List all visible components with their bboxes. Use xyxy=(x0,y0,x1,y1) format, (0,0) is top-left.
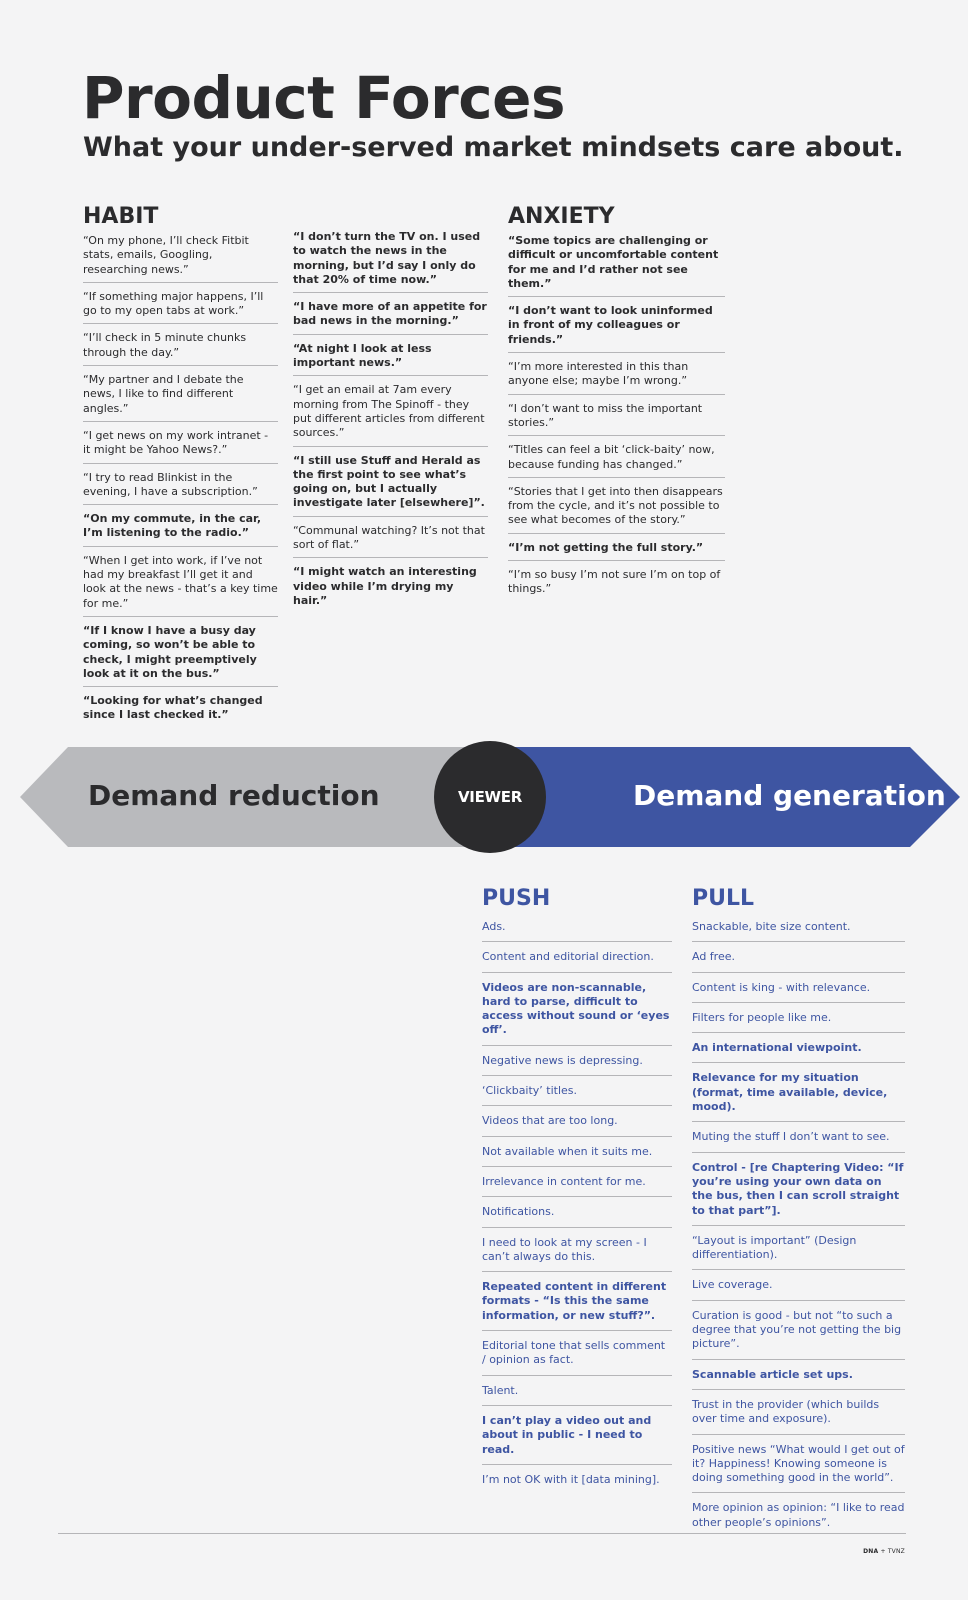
quote-item: “I might watch an interesting video while I’m drying my hair.” xyxy=(293,565,477,607)
quote-item: “I get news on my work intranet - it might be Yahoo News?.” xyxy=(83,429,278,464)
push-column xyxy=(482,886,672,1502)
quote-item: Snackable, bite size content. xyxy=(692,920,905,942)
quote-item: Curation is good - but not “to such a degree that you’re not getting the big picture”. xyxy=(692,1309,905,1360)
habit-heading: HABIT xyxy=(83,204,159,229)
quote-item: “I’ll check in 5 minute chunks through the day.” xyxy=(83,331,278,366)
quote-item: “Some topics are challenging or difficult or uncomfortable content for me and I’d rather not see them.” xyxy=(508,234,725,297)
quote-item: “I don’t want to look uninformed in front of my colleagues or friends.” xyxy=(508,304,725,353)
quote-item: “Stories that I get into then disappears from the cycle, and it’s not possible to see what becomes of the story.” xyxy=(508,485,725,534)
footer-divider xyxy=(58,1533,906,1534)
quote-item: Negative news is depressing. xyxy=(482,1054,672,1076)
quote-item: Scannable article set ups. xyxy=(692,1368,905,1390)
quote-item: “On my commute, in the car, I’m listening to the radio.” xyxy=(83,512,278,547)
quote-item: Videos are non-scannable, hard to parse, difficult to access without sound or ‘eyes off’. xyxy=(482,981,672,1046)
quote-item: I’m not OK with it [data mining]. xyxy=(482,1472,660,1486)
pull-column xyxy=(692,886,905,1545)
demand-reduction-label: Demand reduction xyxy=(88,779,380,812)
quote-item: Ad free. xyxy=(692,950,905,972)
quote-item: Content is king - with relevance. xyxy=(692,981,905,1003)
quote-item: “If I know I have a busy day coming, so won’t be able to check, I might preemptively look at it on the bus.” xyxy=(83,624,278,687)
pull-heading: PULL xyxy=(692,886,755,911)
credit-bold: DNA xyxy=(863,1548,879,1555)
quote-item: “I still use Stuff and Herald as the first point to see what’s going on, but I actually investigate later [elsewhere]”. xyxy=(293,454,488,517)
quote-item: I can’t play a video out and about in public - I need to read. xyxy=(482,1414,672,1465)
page-subtitle: What your under-served market mindsets care about. xyxy=(83,132,904,163)
quote-item: “I don’t want to miss the important stories.” xyxy=(508,402,725,437)
page-title: Product Forces xyxy=(82,64,566,132)
quote-item: Notifications. xyxy=(482,1205,672,1227)
quote-item: An international viewpoint. xyxy=(692,1041,905,1063)
quote-item: “When I get into work, if I’ve not had my breakfast I’ll get it and look at the news - that’s a key time for me.” xyxy=(83,554,278,617)
quote-item: Irrelevance in content for me. xyxy=(482,1175,672,1197)
footer-credit xyxy=(863,1548,905,1555)
quote-item: More opinion as opinion: “I like to read other people’s opinions”. xyxy=(692,1501,905,1529)
habit-column-2 xyxy=(293,230,488,620)
viewer-circle xyxy=(434,741,546,853)
quote-item: Relevance for my situation (format, time available, device, mood). xyxy=(692,1071,905,1122)
quote-item: Filters for people like me. xyxy=(692,1011,905,1033)
quote-item: Live coverage. xyxy=(692,1278,905,1300)
quote-item: “If something major happens, I’ll go to my open tabs at work.” xyxy=(83,290,278,325)
push-heading: PUSH xyxy=(482,886,551,911)
credit-rest: + TVNZ xyxy=(878,1548,905,1555)
quote-item: ‘Clickbaity’ titles. xyxy=(482,1084,672,1106)
demand-generation-label: Demand generation xyxy=(633,779,946,812)
quote-item: I need to look at my screen - I can’t always do this. xyxy=(482,1236,672,1273)
quote-item: Not available when it suits me. xyxy=(482,1145,672,1167)
quote-item: “My partner and I debate the news, I like to find different angles.” xyxy=(83,373,278,422)
habit-column-1 xyxy=(83,204,278,735)
quote-item: Content and editorial direction. xyxy=(482,950,672,972)
quote-item: Muting the stuff I don’t want to see. xyxy=(692,1130,905,1152)
quote-item: Editorial tone that sells comment / opinion as fact. xyxy=(482,1339,672,1376)
anxiety-column xyxy=(508,204,725,609)
quote-item: Control - [re Chaptering Video: “If you’re using your own data on the bus, then I can scroll straight to that part”]. xyxy=(692,1161,905,1226)
quote-item: “Titles can feel a bit ‘click-baity’ now, because funding has changed.” xyxy=(508,443,725,478)
quote-item: “On my phone, I’ll check Fitbit stats, emails, Googling, researching news.” xyxy=(83,234,278,283)
quote-item: Videos that are too long. xyxy=(482,1114,672,1136)
quote-item: “I don’t turn the TV on. I used to watch the news in the morning, but I’d say I only do that 20% of time now.” xyxy=(293,230,488,293)
quote-item: “Layout is important” (Design differentiation). xyxy=(692,1234,905,1271)
quote-item: Ads. xyxy=(482,920,672,942)
quote-item: Talent. xyxy=(482,1384,672,1406)
anxiety-heading: ANXIETY xyxy=(508,204,615,229)
quote-item: “I have more of an appetite for bad news in the morning.” xyxy=(293,300,488,335)
quote-item: Repeated content in different formats - “Is this the same information, or new stuff?”. xyxy=(482,1280,672,1331)
quote-item: “At night I look at less important news.” xyxy=(293,342,488,377)
quote-item: “I’m not getting the full story.” xyxy=(508,541,725,561)
quote-item: Positive news “What would I get out of it? Happiness! Knowing someone is doing something good in the world”. xyxy=(692,1443,905,1494)
quote-item: “Communal watching? It’s not that sort of flat.” xyxy=(293,524,488,559)
quote-item: “I get an email at 7am every morning from The Spinoff - they put different articles from different sources.” xyxy=(293,383,488,446)
quote-item: “I’m so busy I’m not sure I’m on top of things.” xyxy=(508,568,721,596)
viewer-label: VIEWER xyxy=(458,788,522,806)
quote-item: Trust in the provider (which builds over time and exposure). xyxy=(692,1398,905,1435)
quote-item: “I’m more interested in this than anyone else; maybe I’m wrong.” xyxy=(508,360,725,395)
quote-item: “Looking for what’s changed since I last checked it.” xyxy=(83,694,263,722)
quote-item: “I try to read Blinkist in the evening, I have a subscription.” xyxy=(83,471,278,506)
